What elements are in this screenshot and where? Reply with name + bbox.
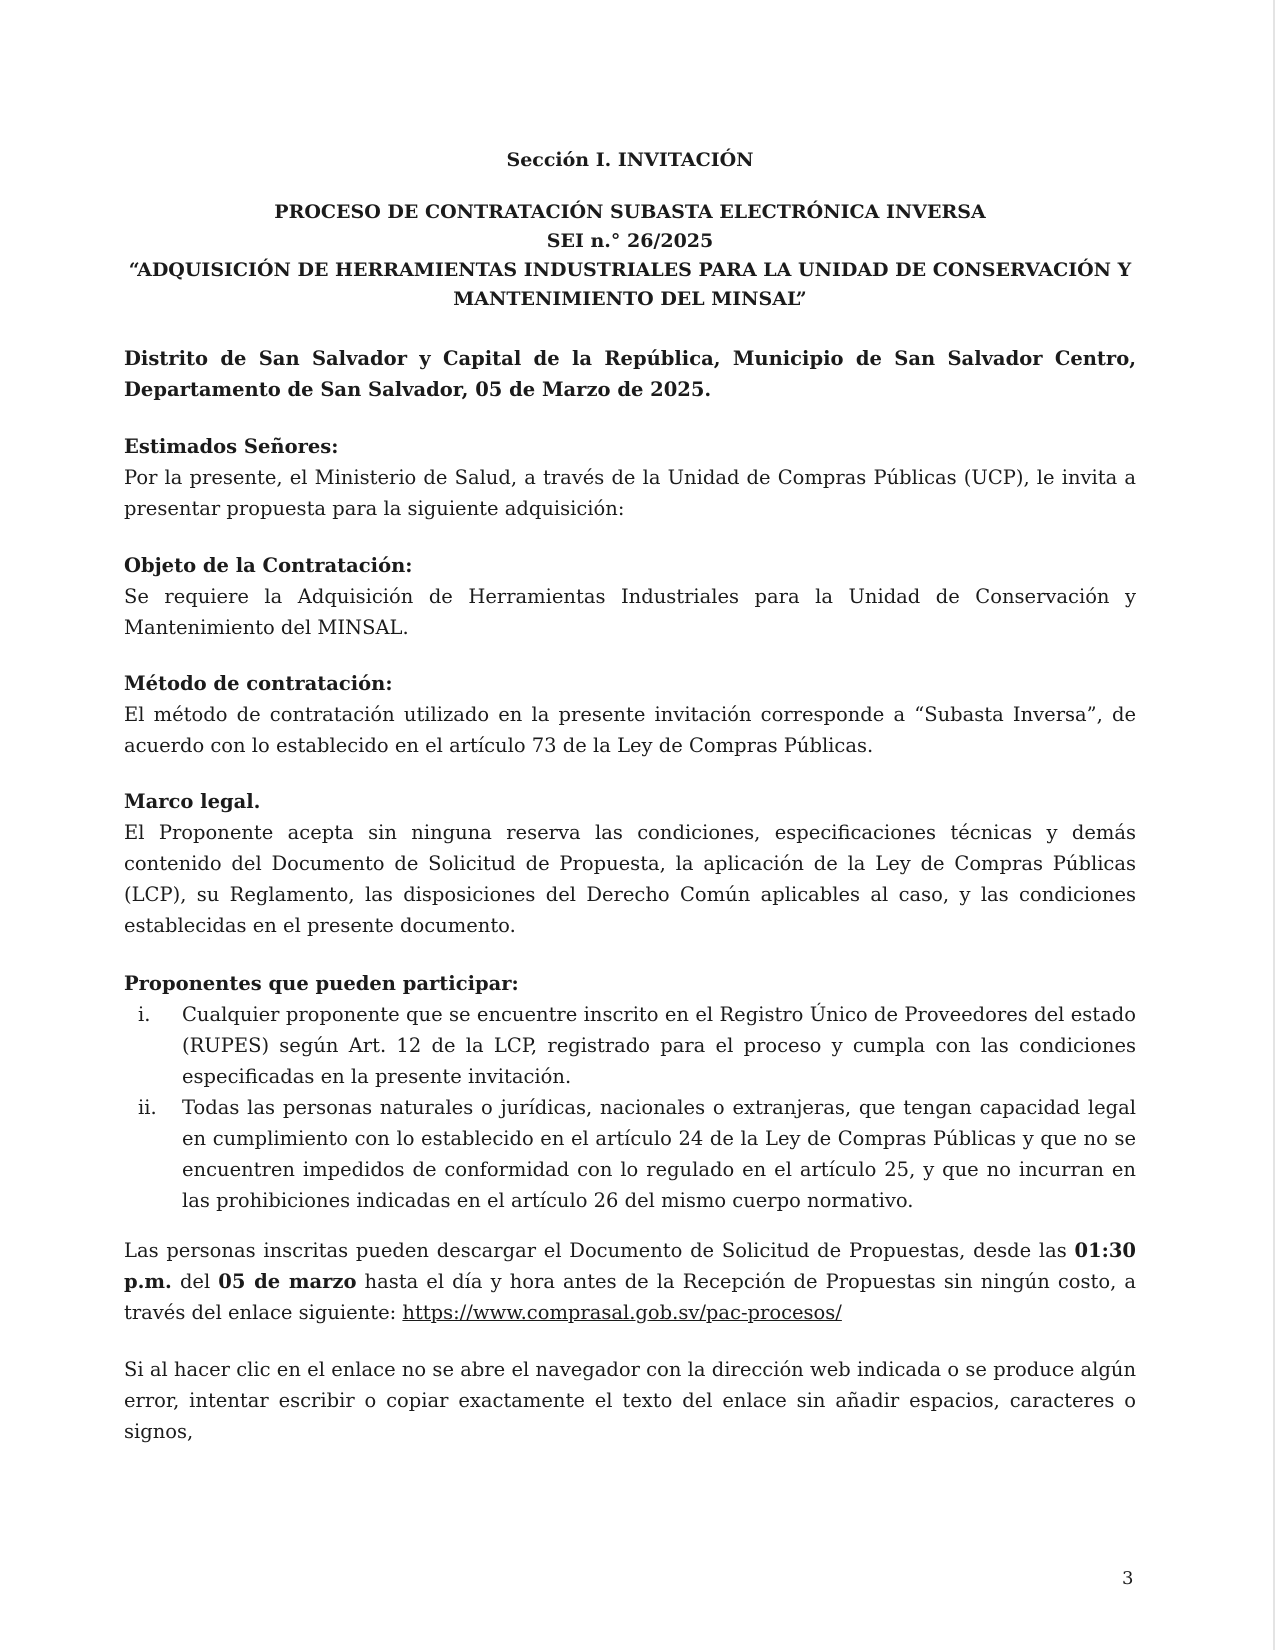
- greeting-section: [124, 432, 1136, 524]
- proponentes-section: [124, 969, 1136, 1216]
- place-and-date: Distrito de San Salvador y Capital de la República, Municipio de San Salvador Centro, Departamento de San Salvador, 05 de Marzo de 2025.: [124, 347, 1136, 401]
- list-item: [124, 1092, 1136, 1216]
- page-number: 3: [1122, 1568, 1134, 1589]
- marco-heading: Marco legal.: [124, 790, 261, 813]
- proponentes-list: [124, 999, 1136, 1216]
- descarga-paragraph: [124, 1235, 1136, 1328]
- list-item-text: Cualquier proponente que se encuentre inscrito en el Registro Único de Proveedores del estado (RUPES) según Art. 12 de la LCP, registrado para el proceso y cumpla con las condiciones especificadas en la presente invitación.: [182, 1003, 1136, 1088]
- process-title-line-2: MANTENIMIENTO DEL MINSAL”: [453, 288, 807, 310]
- metodo-text: El método de contratación utilizado en la presente invitación corresponde a “Subasta Inversa”, de acuerdo con lo establecido en el artículo 73 de la Ley de Compras Públicas.: [124, 703, 1136, 757]
- descarga-text-2: del: [171, 1270, 219, 1293]
- descarga-text-1: Las personas inscritas pueden descargar el Documento de Solicitud de Propuestas, desde las: [124, 1239, 1075, 1262]
- greeting-heading: Estimados Señores:: [124, 435, 339, 458]
- objeto-heading: Objeto de la Contratación:: [124, 554, 413, 577]
- marco-section: [124, 787, 1136, 941]
- process-title-line-1: “ADQUISICIÓN DE HERRAMIENTAS INDUSTRIALES PARA LA UNIDAD DE CONSERVACIÓN Y: [128, 259, 1132, 281]
- metodo-section: [124, 669, 1136, 761]
- list-item-number: ii.: [138, 1096, 157, 1119]
- process-name: PROCESO DE CONTRATACIÓN SUBASTA ELECTRÓNICA INVERSA: [274, 201, 986, 223]
- objeto-text: Se requiere la Adquisición de Herramientas Industriales para la Unidad de Conservación y Mantenimiento del MINSAL.: [124, 585, 1136, 639]
- list-item-number: i.: [138, 1003, 151, 1026]
- section-title: Sección I. INVITACIÓN: [506, 149, 754, 171]
- descarga-text-3: hasta el día y hora antes de la Recepción de Propuestas sin ningún costo, a través del enlace siguiente:: [124, 1270, 1136, 1324]
- marco-text: El Proponente acepta sin ninguna reserva las condiciones, especificaciones técnicas y demás contenido del Documento de Solicitud de Propuesta, la aplicación de la Ley de Compras Públicas (LCP), su Reglamento, las disposiciones del Derecho Común aplicables al caso, y las condiciones establecidas en el presente documento.: [124, 821, 1136, 937]
- proponentes-heading: Proponentes que pueden participar:: [124, 972, 519, 995]
- process-number: SEI n.° 26/2025: [546, 230, 714, 252]
- metodo-heading: Método de contratación:: [124, 672, 393, 695]
- comprasal-link[interactable]: https://www.comprasal.gob.sv/pac-procesos/: [402, 1301, 842, 1324]
- descarga-date: 05 de marzo: [218, 1270, 357, 1293]
- list-item: [124, 999, 1136, 1092]
- objeto-section: [124, 551, 1136, 643]
- aviso-paragraph: Si al hacer clic en el enlace no se abre el navegador con la dirección web indicada o se produce algún error, intentar escribir o copiar exactamente el texto del enlace sin añadir espacios, caracteres o signos,: [124, 1358, 1136, 1443]
- descarga-time: 01:30 p.m.: [124, 1239, 1136, 1293]
- document-header: [124, 198, 1136, 314]
- greeting-text: Por la presente, el Ministerio de Salud, a través de la Unidad de Compras Públicas (UCP), le invita a presentar propuesta para la siguiente adquisición:: [124, 466, 1136, 520]
- list-item-text: Todas las personas naturales o jurídicas, nacionales o extranjeras, que tengan capacidad legal en cumplimiento con lo establecido en el artículo 24 de la Ley de Compras Públicas y que no se encuentren impedidos de conformidad con lo regulado en el artículo 25, y que no incurran en las prohibiciones indicadas en el artículo 26 del mismo cuerpo normativo.: [182, 1096, 1136, 1212]
